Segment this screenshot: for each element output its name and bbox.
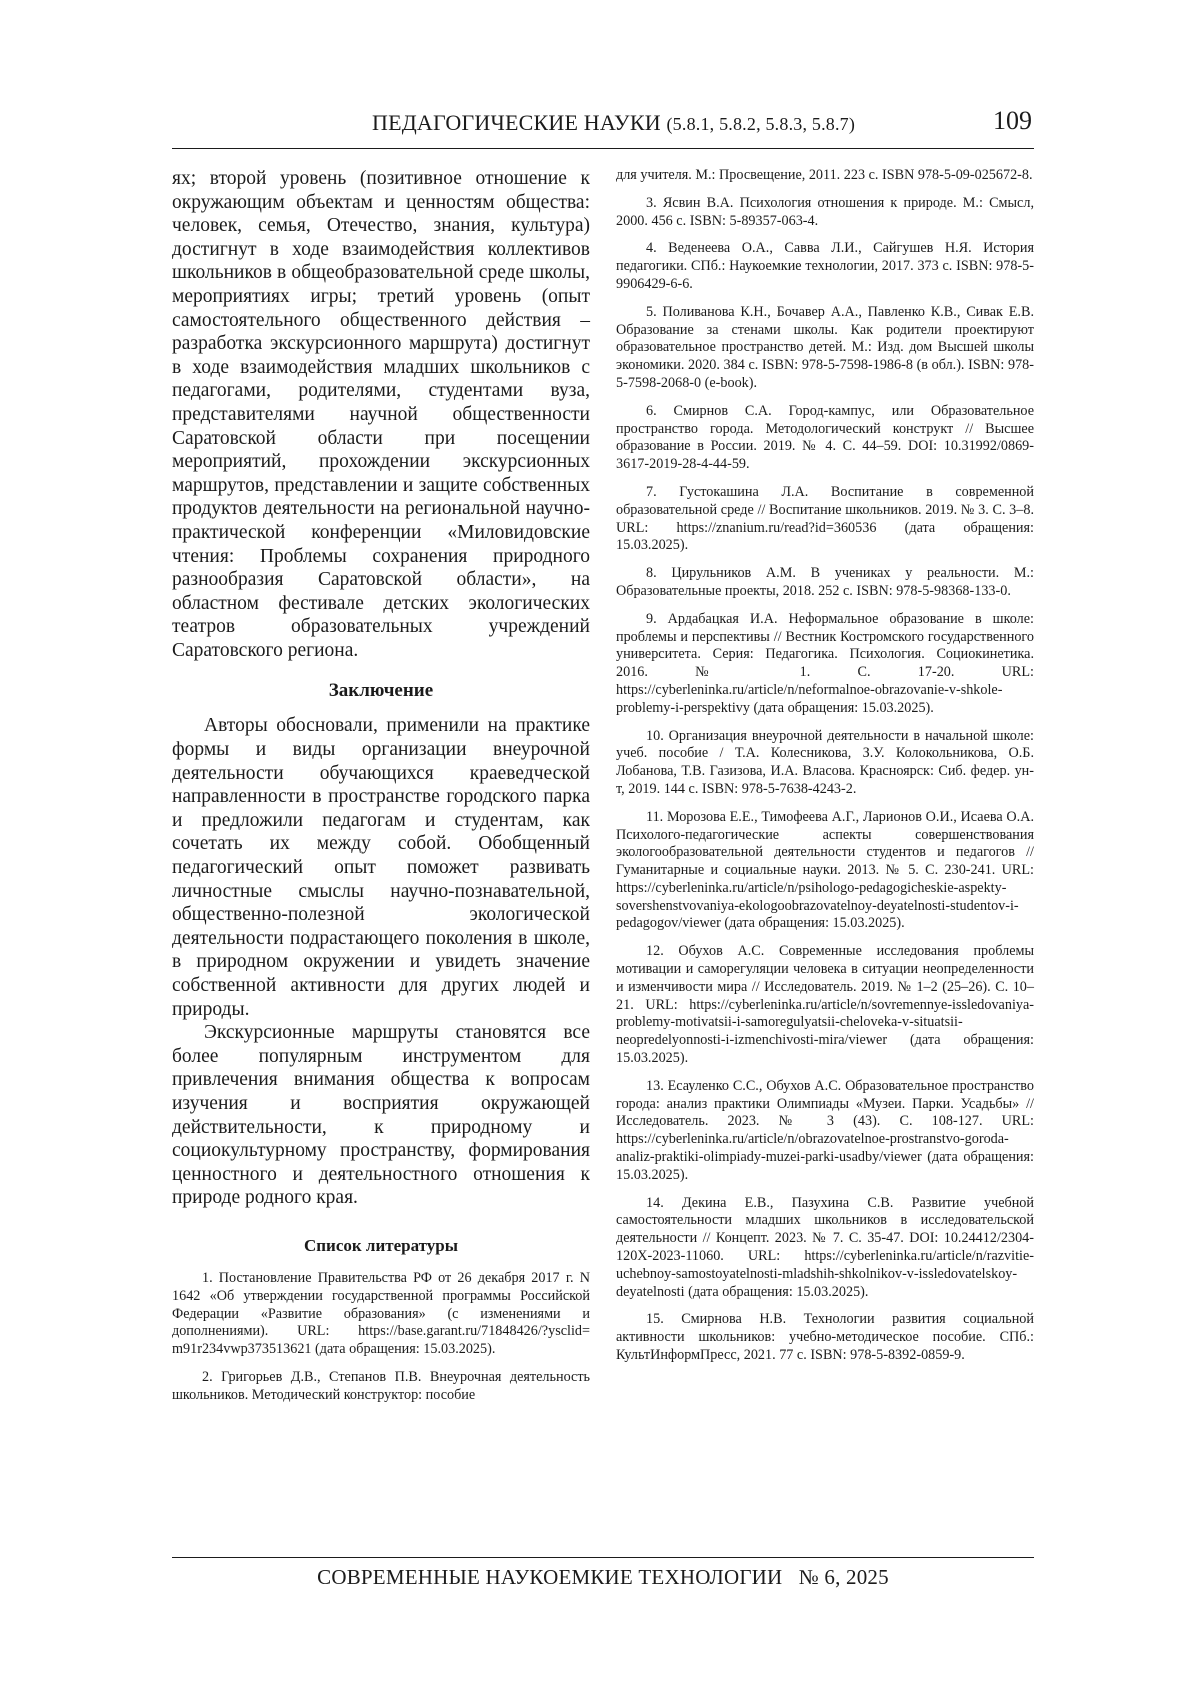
reference-item: 6. Смирнов С.А. Город-кампус, или Образовательное пространство города. Методологический конструкт // Высшее образование в России. 2019. № 4. С. 44–59. DOI: 10.31992/0869-3617-2019-28-4-44-59. [616, 402, 1034, 473]
reference-item: 3. Ясвин В.А. Психология отношения к природе. М.: Смысл, 2000. 456 с. ISBN: 5-89357-063-4. [616, 194, 1034, 229]
reference-item: 11. Морозова Е.Е., Тимофеева А.Г., Ларионов О.И., Исаева О.А. Психолого-педагогические аспекты совершенствования экологообразовательной деятельности студентов и педагогов // Гуманитарные и социальные науки. 2013. № 5. С. 230-241. URL: https://cyberleninka.ru/article/n/psihologo-pedagogicheskie-aspekty-sovershenstvovaniya-ekologoobrazovatelnoy-deyatelnosti-studentov-i-pedagogov/viewer (дата обращения: 15.03.2025). [616, 808, 1034, 932]
reference-item: 15. Смирнова Н.В. Технологии развития социальной активности школьников: учебно-методическое пособие. СПб.: КультИнформПресс, 2021. 77 с. ISBN: 978-5-8392-0859-9. [616, 1311, 1034, 1364]
section-name: ПЕДАГОГИЧЕСКИЕ НАУКИ [372, 110, 661, 135]
reference-item: 14. Декина Е.В., Пазухина С.В. Развитие учебной самостоятельности младших школьников в исследовательской деятельности // Концепт. 2023. № 7. С. 35-47. DOI: 10.24412/2304-120X-2023-11060. URL: https://cyberleninka.ru/article/n/razvitie-uchebnoy-samostoyatelnosti-mladshih-shkolnikov-v-issledovatelskoy-deyatelnosti (дата обращения: 15.03.2025). [616, 1194, 1034, 1300]
conclusion-paragraph: Авторы обосновали, применили на практике формы и виды организации внеурочной деятельности обучающихся краеведческой направленности в пространстве городского парка и предложили педагогам и студентам, как сочетать их между собой. Обобщенный педагогический опыт поможет развивать личностные смыслы научно-познавательной, общественно-полезной экологической деятельности подрастающего поколения в школе, в природном окружении и увидеть значение собственной активности для других людей и природы. [172, 715, 590, 1020]
conclusion-heading: Заключение [328, 680, 434, 702]
reference-item: 9. Ардабацкая И.А. Неформальное образование в школе: проблемы и перспективы // Вестник Костромского государственного университета. Серия: Педагогика. Психология. Социокинетика. 2016. № 1. С. 17-20. URL: https://cyberleninka.ru/article/n/neformalnoe-obrazovanie-v-shkole-problemy-i-perspektivy (дата обращения: 15.03.2025). [616, 610, 1034, 716]
running-head [172, 108, 1034, 149]
references-heading: Список литературы [303, 1235, 459, 1255]
reference-item-continued: для учителя. М.: Просвещение, 2011. 223 с. ISBN 978-5-09-025672-8. [616, 167, 1033, 183]
journal-name: СОВРЕМЕННЫЕ НАУКОЕМКИЕ ТЕХНОЛОГИИ [317, 1565, 783, 1589]
reference-item: 5. Поливанова К.Н., Бочавер А.А., Павленко К.В., Сивак Е.В. Образование за стенами школы. Как родители проектируют образовательное пространство детей. М.: Изд. дом Высшей школы экономики. 2020. 384 с. ISBN: 978-5-7598-1986-8 (в обл.). ISBN: 978-5-7598-2068-0 (e-book). [616, 303, 1034, 391]
reference-item: 10. Организация внеурочной деятельности в начальной школе: учеб. пособие / Т.А. Колесникова, З.У. Колокольникова, О.Б. Лобанова, Т.В. Газизова, И.А. Власова. Красноярск: Сиб. федер. ун-т, 2019. 144 с. ISBN: 978-5-7638-4243-2. [616, 727, 1034, 797]
section-codes: (5.8.1, 5.8.2, 5.8.3, 5.8.7) [666, 114, 856, 134]
reference-item: 4. Веденеева О.А., Савва Л.И., Сайгушев Н.Я. История педагогики. СПб.: Наукоемкие технологии, 2017. 373 с. ISBN: 978-5-9906429-6-6. [616, 240, 1034, 292]
conclusion-paragraph: Экскурсионные маршруты становятся все более популярным инструментом для привлечения внимания общества к вопросам изучения и восприятия окружающей действительности, к природному и социокультурному пространству, формирования ценностного и деятельностного отношения к природе родного края. [172, 1022, 590, 1209]
journal-section-title [372, 110, 855, 136]
reference-item: 7. Густокашина Л.А. Воспитание в современной образовательной среде // Воспитание школьников. 2019. № 3. С. 3–8. URL: https://znanium.ru/read?id=360536 (дата обращения: 15.03.2025). [616, 483, 1034, 554]
left-column [172, 167, 590, 1415]
right-column [616, 167, 1034, 1375]
footer-rule [172, 1557, 1034, 1558]
reference-item: 1. Постановление Правительства РФ от 26 декабря 2017 г. N 1642 «Об утверждении государственной программы Российской Федерации «Развитие образования» (с изменениями и дополнениями). URL: https://base.garant.ru/71848426/?ysclid= m91r234vwp373513621 (дата обращения: 15.03.2025). [172, 1269, 590, 1358]
journal-issue: № 6, 2025 [798, 1565, 889, 1589]
reference-item: 8. Цирульников А.М. В учениках у реальности. М.: Образовательные проекты, 2018. 252 с. ISBN: 978-5-98368-133-0. [616, 565, 1034, 599]
page-number: 109 [993, 106, 1032, 135]
journal-footer [172, 1565, 1034, 1590]
reference-item: 13. Есауленко С.С., Обухов А.С. Образовательное пространство города: анализ практики Олимпиады «Музеи. Парки. Усадьбы» // Исследователь. 2023. № 3 (43). С. 108-127. URL: https://cyberleninka.ru/article/n/obrazovatelnoe-prostranstvo-goroda-analiz-praktiki-olimpiady-muzei-parki-usadby/viewer (дата обращения: 15.03.2025). [616, 1077, 1034, 1183]
body-paragraph: ях; второй уровень (позитивное отношение к окружающим объектам и ценностям общества: человек, семья, Отечество, знания, культура) достигнут в ходе взаимодействия коллективов школьников в общеобразовательной среде школы, мероприятиях игры; третий уровень (опыт самостоятельного общественного действия – разработка экскурсионного маршрута) достигнут в ходе взаимодействия младших школьников с педагогами, родителями, студентами вуза, представителями научной общественности Саратовской области при посещении мероприятий, прохождении экскурсионных маршрутов, представлении и защите собственных продуктов деятельности на региональной научно-практической конференции «Миловидовские чтения: Проблемы сохранения природного разнообразия Саратовской области», на областном фестивале детских экологических театров образовательных учреждений Саратовского региона. [172, 168, 590, 661]
reference-item: 2. Григорьев Д.В., Степанов П.В. Внеурочная деятельность школьников. Методический конструктор: пособие [172, 1368, 590, 1403]
reference-item: 12. Обухов А.С. Современные исследования проблемы мотивации и саморегуляции человека в ситуации неопределенности и изменчивости мира // Исследователь. 2019. № 1–2 (25–26). С. 10–21. URL: https://cyberleninka.ru/article/n/sovremennye-issledovaniya-problemy-motivatsii-i-samoregulyatsii-cheloveka-v-situatsii-neopredelyonnosti-i-izmenchivosti-mira/viewer (дата обращения: 15.03.2025). [616, 943, 1034, 1067]
